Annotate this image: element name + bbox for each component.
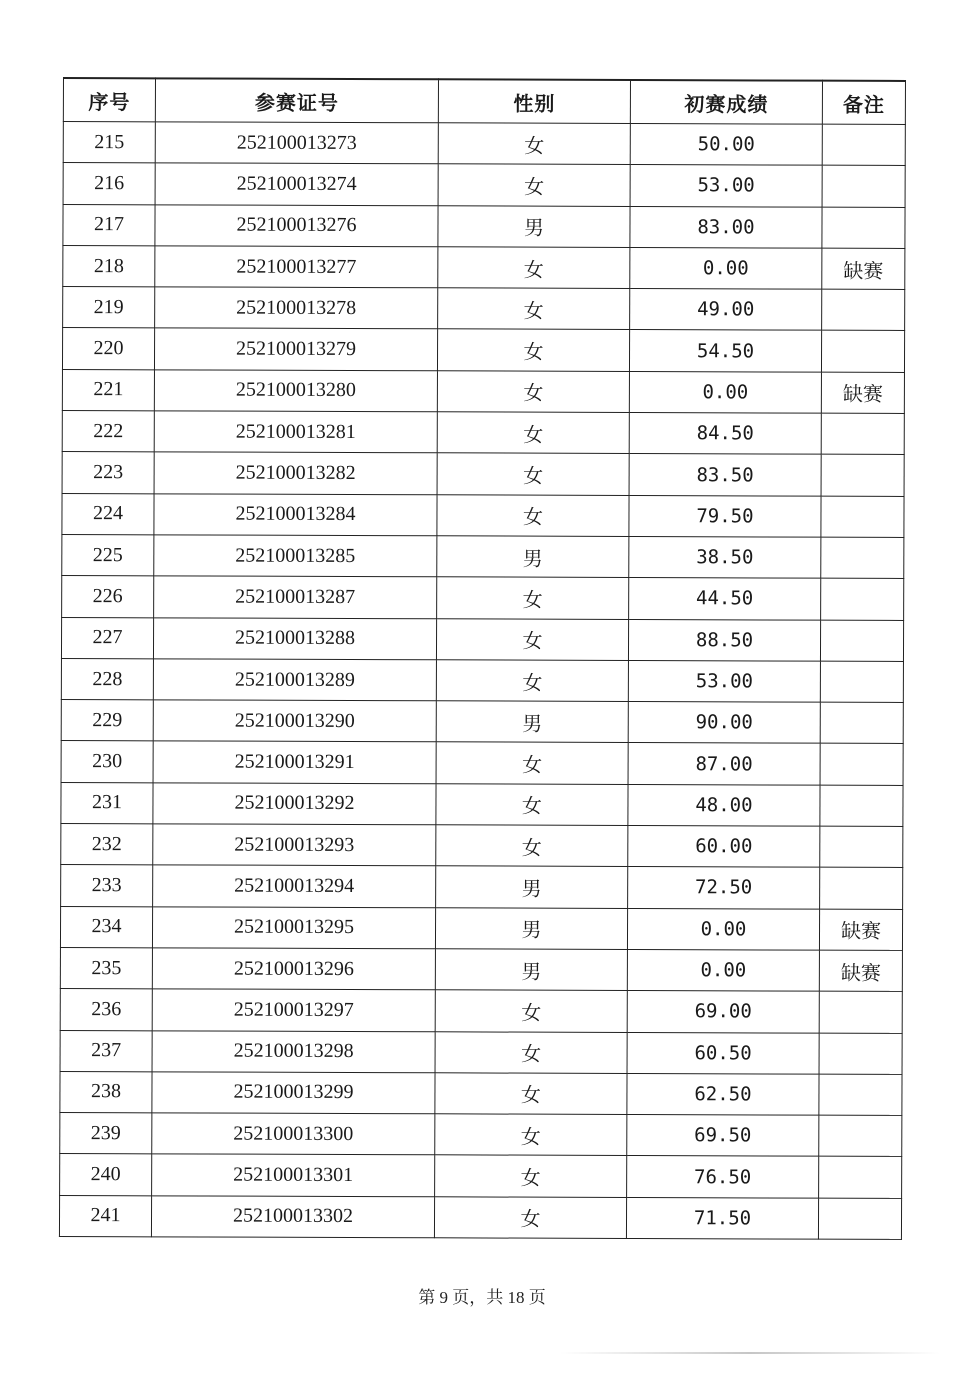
cell-entry-id: 252100013289: [153, 659, 436, 701]
cell-score: 60.00: [628, 826, 820, 868]
cell-serial: 226: [62, 576, 154, 618]
cell-serial: 218: [63, 245, 155, 287]
cell-serial: 231: [61, 782, 153, 824]
cell-entry-id: 252100013300: [152, 1113, 435, 1155]
cell-entry-id: 252100013285: [154, 535, 437, 577]
cell-serial: 216: [63, 163, 155, 205]
cell-entry-id: 252100013282: [154, 452, 437, 494]
cell-gender: 女: [438, 123, 630, 165]
cell-serial: 224: [62, 493, 154, 535]
cell-serial: 235: [60, 947, 152, 989]
cell-gender: 男: [436, 701, 628, 743]
cell-gender: 女: [437, 329, 629, 371]
cell-remarks: [819, 991, 902, 1033]
table-row: [61, 617, 903, 661]
cell-entry-id: 252100013288: [153, 617, 436, 659]
header-remarks: 备注: [822, 81, 905, 125]
table-row: [63, 204, 905, 248]
cell-serial: 223: [62, 452, 154, 494]
cell-score: 0.00: [629, 371, 821, 413]
cell-remarks: [820, 661, 903, 703]
cell-entry-id: 252100013293: [153, 824, 436, 866]
cell-score: 0.00: [627, 908, 819, 950]
cell-remarks: [820, 867, 903, 909]
cell-score: 60.50: [627, 1032, 819, 1074]
table-row: [60, 1071, 902, 1115]
cell-serial: 228: [61, 658, 153, 700]
cell-remarks: [821, 331, 904, 373]
cell-score: 53.00: [630, 165, 822, 207]
cell-score: 48.00: [628, 784, 820, 826]
cell-gender: 男: [435, 907, 627, 949]
cell-remarks: [820, 702, 903, 744]
cell-serial: 233: [61, 865, 153, 907]
cell-gender: 女: [436, 618, 628, 660]
cell-entry-id: 252100013296: [152, 948, 435, 990]
cell-entry-id: 252100013297: [152, 989, 435, 1031]
cell-serial: 227: [61, 617, 153, 659]
cell-score: 76.50: [627, 1156, 819, 1198]
header-serial: 序号: [63, 78, 155, 122]
cell-score: 49.00: [630, 289, 822, 331]
cell-serial: 219: [63, 287, 155, 329]
cell-gender: 女: [437, 453, 629, 495]
cell-entry-id: 252100013273: [155, 122, 438, 164]
cell-remarks: [821, 537, 904, 579]
cell-remarks: [819, 1033, 902, 1075]
cell-serial: 229: [61, 700, 153, 742]
cell-gender: 男: [436, 866, 628, 908]
cell-serial: 225: [62, 534, 154, 576]
table-row: [61, 741, 903, 785]
cell-remarks: [822, 289, 905, 331]
cell-score: 90.00: [628, 702, 820, 744]
cell-score: 88.50: [628, 619, 820, 661]
table-row: [61, 782, 903, 826]
cell-remarks: [819, 1157, 902, 1199]
cell-remarks: [821, 578, 904, 620]
cell-gender: 男: [435, 949, 627, 991]
cell-serial: 241: [59, 1195, 151, 1237]
cell-gender: 女: [437, 371, 629, 413]
table-row: [62, 534, 904, 578]
cell-serial: 234: [60, 906, 152, 948]
cell-entry-id: 252100013294: [153, 865, 436, 907]
cell-score: 69.00: [627, 991, 819, 1033]
table-row: [60, 906, 902, 950]
header-entry-id: 参赛证号: [155, 78, 438, 122]
cell-entry-id: 252100013292: [153, 783, 436, 825]
cell-score: 72.50: [628, 867, 820, 909]
table-row: [63, 122, 905, 166]
table-row: [61, 658, 903, 702]
cell-remarks: [821, 455, 904, 497]
cell-gender: 女: [437, 412, 629, 454]
table-row: [62, 411, 904, 455]
cell-score: 54.50: [629, 330, 821, 372]
cell-score: 69.50: [627, 1115, 819, 1157]
cell-score: 84.50: [629, 413, 821, 455]
cell-remarks: [820, 620, 903, 662]
cell-gender: 女: [435, 1073, 627, 1115]
cell-serial: 232: [61, 824, 153, 866]
table-row: [60, 1154, 902, 1198]
cell-serial: 220: [62, 328, 154, 370]
table-row: [59, 1195, 901, 1239]
cell-serial: 230: [61, 741, 153, 783]
cell-entry-id: 252100013274: [155, 163, 438, 205]
cell-remarks: [822, 207, 905, 249]
cell-gender: 女: [435, 1031, 627, 1073]
cell-remarks: [820, 744, 903, 786]
table-row: [61, 700, 903, 744]
cell-remarks: [821, 496, 904, 538]
page-footer: 第 9 页，共 18 页: [418, 1288, 546, 1307]
cell-gender: 男: [438, 205, 630, 247]
header-prelim-score: 初赛成绩: [630, 80, 822, 124]
cell-entry-id: 252100013298: [152, 1030, 435, 1072]
cell-remarks: [822, 124, 905, 166]
cell-remarks: [819, 1074, 902, 1116]
cell-serial: 222: [62, 411, 154, 453]
cell-serial: 236: [60, 989, 152, 1031]
cell-score: 0.00: [627, 949, 819, 991]
cell-score: 44.50: [629, 578, 821, 620]
cell-gender: 女: [436, 784, 628, 826]
cell-gender: 女: [436, 742, 628, 784]
cell-serial: 221: [62, 369, 154, 411]
cell-score: 53.00: [628, 660, 820, 702]
cell-entry-id: 252100013280: [154, 370, 437, 412]
cell-entry-id: 252100013276: [155, 204, 438, 246]
cell-score: 83.50: [629, 454, 821, 496]
cell-entry-id: 252100013279: [154, 328, 437, 370]
cell-remarks: 缺赛: [822, 248, 905, 290]
table-body: [59, 122, 905, 1240]
table-row: [62, 328, 904, 372]
cell-remarks: 缺赛: [821, 372, 904, 414]
cell-entry-id: 252100013302: [151, 1196, 434, 1238]
results-table: [59, 77, 906, 1240]
cell-score: 38.50: [629, 536, 821, 578]
cell-score: 0.00: [630, 247, 822, 289]
cell-remarks: 缺赛: [819, 950, 902, 992]
cell-remarks: [822, 165, 905, 207]
table-row: [61, 865, 903, 909]
table-row: [62, 576, 904, 620]
cell-serial: 217: [63, 204, 155, 246]
header-gender: 性别: [438, 79, 630, 123]
cell-serial: 237: [60, 1030, 152, 1072]
cell-gender: 女: [438, 247, 630, 289]
cell-remarks: [821, 413, 904, 455]
table-row: [62, 493, 904, 537]
cell-entry-id: 252100013278: [155, 287, 438, 329]
cell-entry-id: 252100013287: [154, 576, 437, 618]
cell-entry-id: 252100013291: [153, 741, 436, 783]
cell-gender: 女: [436, 660, 628, 702]
table-row: [60, 947, 902, 991]
table-row: [60, 1113, 902, 1157]
cell-serial: 240: [60, 1154, 152, 1196]
cell-serial: 238: [60, 1071, 152, 1113]
cell-gender: 女: [437, 577, 629, 619]
cell-remarks: 缺赛: [819, 909, 902, 951]
cell-gender: 男: [437, 536, 629, 578]
cell-entry-id: 252100013301: [152, 1154, 435, 1196]
table-row: [63, 245, 905, 289]
table-row: [61, 824, 903, 868]
cell-score: 62.50: [627, 1073, 819, 1115]
cell-entry-id: 252100013290: [153, 700, 436, 742]
table-row: [63, 163, 905, 207]
cell-score: 87.00: [628, 743, 820, 785]
cell-score: 83.00: [630, 206, 822, 248]
cell-gender: 女: [435, 1114, 627, 1156]
table-row: [60, 1030, 902, 1074]
table-row: [62, 369, 904, 413]
cell-serial: 239: [60, 1113, 152, 1155]
cell-entry-id: 252100013295: [152, 906, 435, 948]
table-row: [62, 452, 904, 496]
cell-gender: 女: [437, 494, 629, 536]
cell-gender: 女: [436, 825, 628, 867]
cell-gender: 女: [438, 288, 630, 330]
cell-entry-id: 252100013277: [155, 246, 438, 288]
cell-remarks: [820, 785, 903, 827]
cell-gender: 女: [435, 1155, 627, 1197]
table-header-row: [63, 78, 905, 124]
table-row: [60, 989, 902, 1033]
scan-artifact-line: [560, 1352, 940, 1354]
cell-gender: 女: [438, 164, 630, 206]
table-row: [63, 287, 905, 331]
cell-remarks: [818, 1198, 901, 1240]
cell-score: 71.50: [626, 1197, 818, 1239]
cell-entry-id: 252100013284: [154, 493, 437, 535]
cell-remarks: [820, 826, 903, 868]
cell-gender: 女: [434, 1197, 626, 1239]
cell-remarks: [819, 1115, 902, 1157]
cell-score: 50.00: [630, 123, 822, 165]
cell-entry-id: 252100013281: [154, 411, 437, 453]
cell-serial: 215: [63, 122, 155, 164]
cell-gender: 女: [435, 990, 627, 1032]
cell-entry-id: 252100013299: [152, 1072, 435, 1114]
cell-score: 79.50: [629, 495, 821, 537]
